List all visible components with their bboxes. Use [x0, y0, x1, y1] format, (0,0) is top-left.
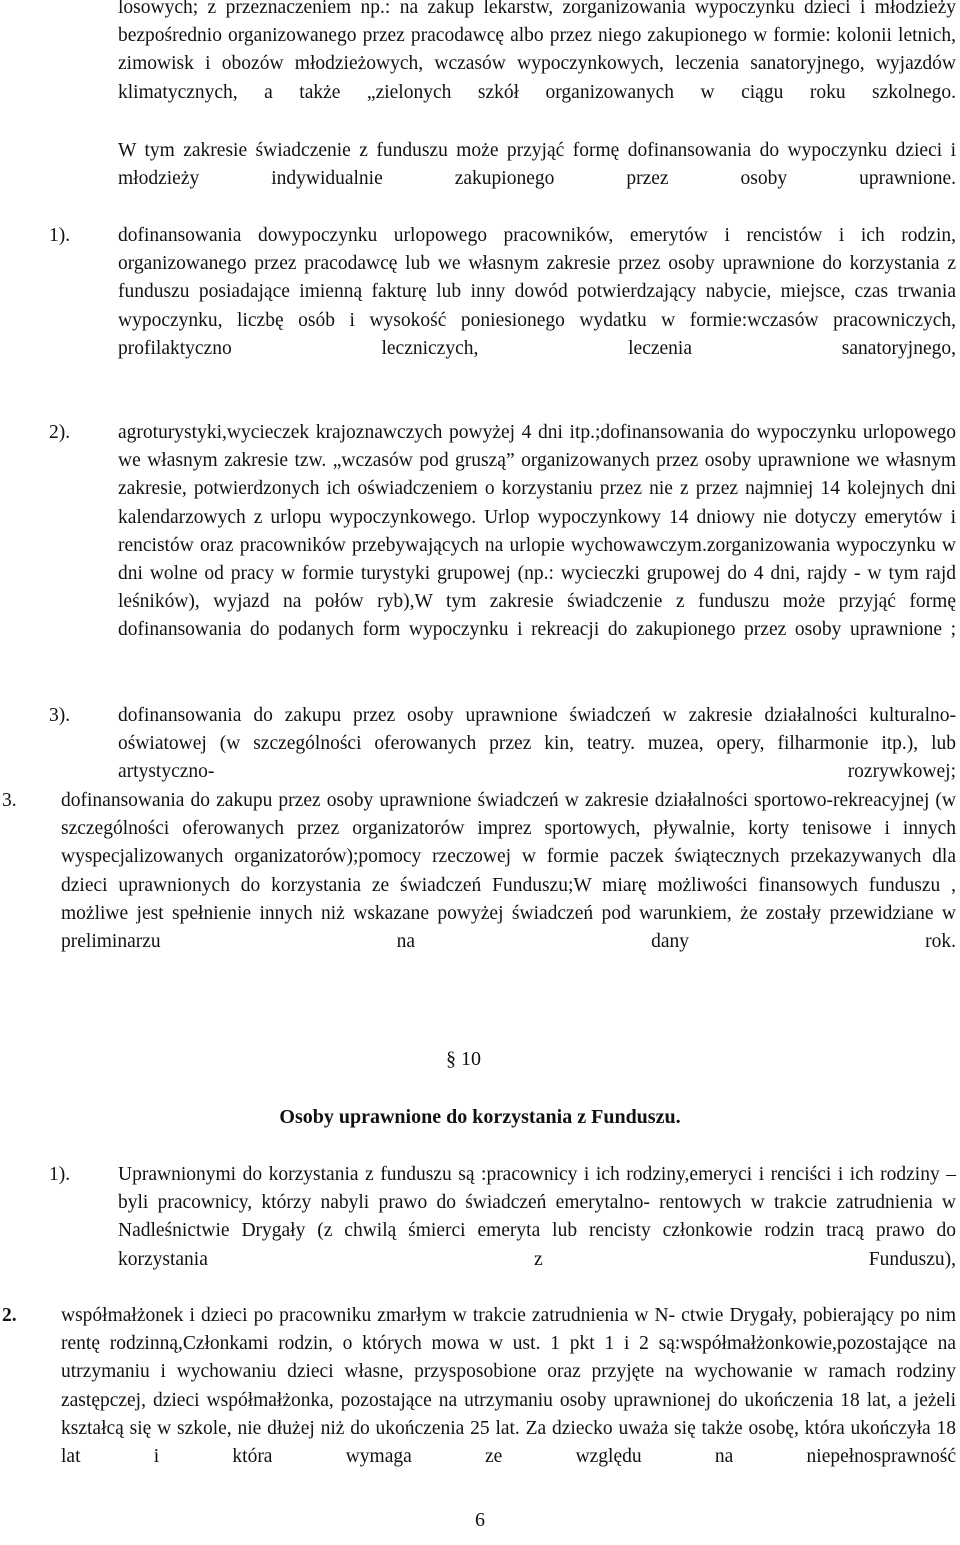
section-number-value: 10: [461, 1048, 481, 1070]
page-number: 6: [475, 1509, 485, 1531]
intro-paragraph: losowych; z przeznaczeniem np.: na zakup lekarstw, zorganizowania wypoczynku dzieci i młodzieży bezpośrednio organizowanego przez pracodawcę albo przez niego zakupionego w formie: kolonii letnich, zimowisk i obozów młodzieżowych, wczasów wypoczynkowych, leczenia sanatoryjnego, wyjazdów klimatycznych, a także „zielonych szkół organizowanych w ciągu roku szkolnego.: [118, 0, 956, 103]
section-symbol: §: [446, 1048, 456, 1070]
point-3-label: 3.: [2, 790, 17, 811]
item-3-label: 3).: [49, 705, 71, 726]
item-2-label: 2).: [49, 422, 71, 443]
point-3-text: dofinansowania do zakupu przez osoby uprawnione świadczeń w zakresie działalności sportowo-rekreacyjnej (w szczególności oferowanych przez organizatorów imprez sportowych, pływalnie, korty tenisowe i innych wyspecjalizowanych organizatorów);pomocy rzeczowej w formie paczek świątecznych przekazywanych dla dzieci uprawnionych do korzystania ze świadczeń Funduszu;W miarę możliwości finansowych funduszu , możliwe jest spełnienie innych niż wskazane powyżej świadczeń pod warunkiem, że zostały przewidziane w preliminarzu na dany rok.: [61, 790, 956, 953]
scope-paragraph: W tym zakresie świadczenie z funduszu może przyjąć formę dofinansowania do wypoczynku dzieci i młodzieży indywidualnie zakupionego przez osoby uprawnione.: [118, 140, 956, 190]
section-number: [446, 1045, 481, 1073]
item-1-text: dofinansowania dowypoczynku urlopowego pracowników, emerytów i rencistów i ich rodzin, organizowanego przez pracodawcę lub we własnym zakresie przez osoby uprawnione do korzystania z funduszu posiadające imienną fakturę lub inny dowód potwierdzający nabycie, miejsce, czas trwania wypoczynku, liczbę osób i wysokość poniesionego wydatku w formie:wczasów pracowniczych, profilaktyczno leczniczych, leczenia sanatoryjnego,: [118, 225, 956, 359]
item-3-text: dofinansowania do zakupu przez osoby uprawnione świadczeń w zakresie działalności kulturalno-oświatowej (w szczególności oferowanych przez kin, teatry. muzea, opery, filharmonie itp.), lub artystyczno- rozrywkowej;: [118, 705, 956, 783]
item-2-text: agroturystyki,wycieczek krajoznawczych powyżej 4 dni itp.;dofinansowania do wypoczynku urlopowego we własnym zakresie tzw. „wczasów pod gruszą” organizowanych przez osoby uprawnione we własnym zakresie, potwierdzonych ich oświadczeniem o korzystaniu przez nie z przez najmniej 14 kolejnych dni kalendarzowych z urlopu wypoczynkowego. Urlop wypoczynkowy 14 dniowy nie dotyczy emerytów i rencistów oraz pracowników przebywających na urlopie wychowawczym.zorganizowania wypoczynku w dni wolne od pracy w formie turystyki grupowej (np.: wycieczki grupowej do 4 dni, rajdy - w tym rajd leśników), wyjazd na połów ryb),W tym zakresie świadczenie z funduszu może przyjąć formę dofinansowania do podanych form wypoczynku i rekreacji do zakupionego przez osoby uprawnione ;: [118, 422, 956, 641]
section-item-1-label: 1).: [49, 1164, 71, 1185]
section-item-2-label: 2.: [2, 1305, 17, 1326]
section-item-1-text: Uprawnionymi do korzystania z funduszu są :pracownicy i ich rodziny,emeryci i renciści i ich rodziny – byli pracownicy, którzy nabyli prawo do świadczeń emerytalno- rentowych w trakcie zatrudnienia w Nadleśnictwie Drygały (z chwilą śmierci emeryta lub rencisty członkowie rodzin tracą prawo do korzystania z Funduszu),: [118, 1164, 956, 1270]
section-title: Osoby uprawnione do korzystania z Funduszu.: [279, 1106, 681, 1128]
section-item-2-text: współmałżonek i dzieci po pracowniku zmarłym w trakcie zatrudnienia w N- ctwie Drygały, pobierający po nim rentę rodzinną,Członkami rodzin, o których mowa w ust. 1 pkt 1 i 2 są:współmałżonkowie,pozostające na utrzymaniu i wychowaniu dzieci własne, przysposobione oraz przyjęte na wychowanie w ramach rodziny zastępczej, dzieci współmałżonka, pozostające na utrzymaniu osoby uprawnionej do ukończenia 18 lat, a jeżeli kształcą się w szkole, nie dłużej niż do ukończenia 25 lat. Za dziecko uważa się także osobę, która ukończyła 18 lat i która wymaga ze względu na niepełnosprawność: [61, 1305, 956, 1468]
item-1-label: 1).: [49, 225, 71, 246]
